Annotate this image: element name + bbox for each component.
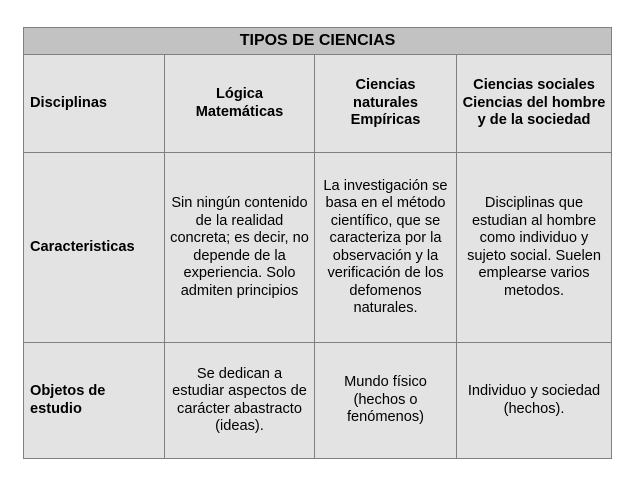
- table-title: TIPOS DE CIENCIAS: [24, 28, 612, 55]
- cell-text: Objetos de estudio: [30, 383, 106, 417]
- cell-text: Sin ningún contenido de la realidad concreta; es decir, no depende de la experiencia. Solo admiten principios: [170, 195, 309, 299]
- cell-text: Ciencias naturales Empíricas: [350, 77, 421, 129]
- cell-text: Lógica Matemáticas: [195, 86, 284, 120]
- cell-text: Disciplinas que estudian al hombre como individuo y sujeto social. Suelen emplearse varios metodos.: [467, 195, 601, 299]
- cell-text: Se dedican a estudiar aspectos de carácter abastracto (ideas).: [172, 365, 307, 434]
- table-cell: [457, 343, 612, 459]
- row-label-disciplinas: Disciplinas: [24, 55, 165, 153]
- cell-text: Mundo físico (hechos o fenómenos): [344, 374, 427, 426]
- sciences-table: [23, 27, 612, 459]
- table-cell: [165, 343, 315, 459]
- table-title-row: [24, 28, 612, 55]
- table-row: [24, 153, 612, 343]
- table-row: [24, 55, 612, 153]
- table-cell: [315, 55, 457, 153]
- table-cell: [165, 55, 315, 153]
- table-cell: [315, 153, 457, 343]
- table-cell: [165, 153, 315, 343]
- cell-text: Ciencias sociales Ciencias del hombre y de la sociedad: [462, 77, 606, 129]
- row-label-caracteristicas: Caracteristicas: [24, 153, 165, 343]
- table-row: [24, 343, 612, 459]
- table-cell: [457, 153, 612, 343]
- row-label-objetos: [24, 343, 165, 459]
- table-cell: [315, 343, 457, 459]
- cell-text: Individuo y sociedad (hechos).: [467, 383, 601, 417]
- cell-text: La investigación se basa en el método científico, que se caracteriza por la observación y la verificación de los defomenos naturales.: [323, 177, 448, 316]
- table-cell: [457, 55, 612, 153]
